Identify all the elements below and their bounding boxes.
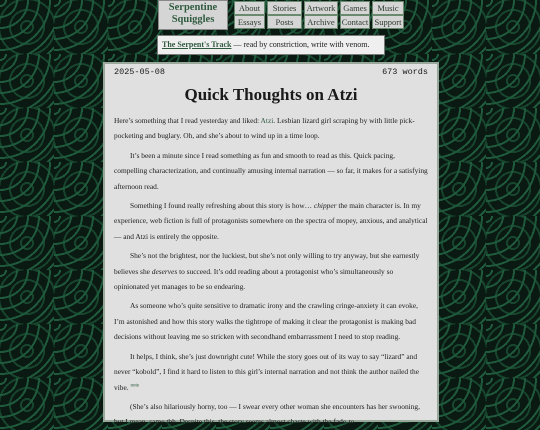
post-title: Quick Thoughts on Atzi — [184, 85, 358, 104]
nav-contact[interactable]: Contact — [341, 17, 369, 27]
nav-archive[interactable]: Archive — [304, 15, 338, 29]
nav-artwork[interactable]: Artwork — [304, 1, 338, 15]
emphasis-deserves: deserves — [151, 266, 178, 276]
emphasis-chipper: chipper — [313, 201, 337, 211]
nav-posts[interactable]: Posts — [267, 15, 302, 29]
post-date: 2025-05-08 — [114, 67, 166, 77]
paragraph-2: It’s been a minute since I read something as fun and smooth to read as this. Quick pacing, compelling characterization, and continually amusing internal narration — so far, it makes for a satisfying afternoon read. — [114, 150, 428, 191]
paragraph-4: She’s not the brightest, nor the luckiest, but she’s not only willing to try anyway, but she earnestly believes she deserves to succeed. It’s odd reading about a protagonist who’s simultaneously so opinionated yet manages to be so endearing. — [114, 251, 420, 292]
paragraph-1: Here’s something that I read yesterday and liked: Atzi. Lesbian lizard girl scraping by with little pick-pocketing and buglary. Oh, and she’s about to wind up in a time loop. — [114, 116, 415, 141]
webring-banner — [157, 35, 385, 55]
post-card — [103, 62, 439, 427]
webring-link[interactable]: The Serpent's Track — [162, 40, 232, 49]
site-header — [158, 0, 404, 30]
atzi-link[interactable]: Atzi — [260, 116, 274, 125]
post-meta — [114, 67, 428, 77]
nav-games[interactable]: Games — [340, 1, 370, 15]
webring-tagline: — read by constriction, write with venom. — [231, 40, 370, 49]
main-nav — [234, 1, 404, 29]
nav-support[interactable]: Support — [372, 15, 404, 29]
footnote-link[interactable]: note — [130, 383, 140, 389]
nav-about[interactable]: About — [234, 1, 265, 15]
site-logo[interactable]: Serpentine Squiggles — [158, 0, 228, 30]
paragraph-6: It helps, I think, she’s just downright cute! While the story goes out of its way to say “lizard” and never “kobold”, I find it hard to listen to this girl’s internal narration and not think the author nailed the vibe. $^{note}$ — [114, 351, 419, 392]
nav-stories[interactable]: Stories — [267, 1, 302, 15]
nav-essays[interactable]: Essays — [234, 15, 265, 29]
nav-music[interactable]: Music — [372, 1, 404, 15]
paragraph-5: As someone who’s quite sensitive to dramatic irony and the crawling cringe-anxiety it can evoke, I’m astonished and how this story walks the tightrope of making it clear the protagonist is making bad decisions without leaving me so stricken with secondhand embarrassment I need to stop reading. — [114, 301, 418, 342]
paragraph-3: Something I found really refreshing about this story is how… chipper the main character is. In my experience, web fiction is full of protagonists somewhere on the spectra of mopey, anxious, and analytical — and Atzi is entirely the opposite. — [114, 201, 428, 241]
post-word-count: 673 words — [382, 67, 428, 77]
paragraph-7: (She’s also hilariously horny, too — I swear every other woman she encounters has her swooning, but I mean. same tbh. Despite this, the story seems almost chaste with the fade-to- — [114, 401, 420, 427]
